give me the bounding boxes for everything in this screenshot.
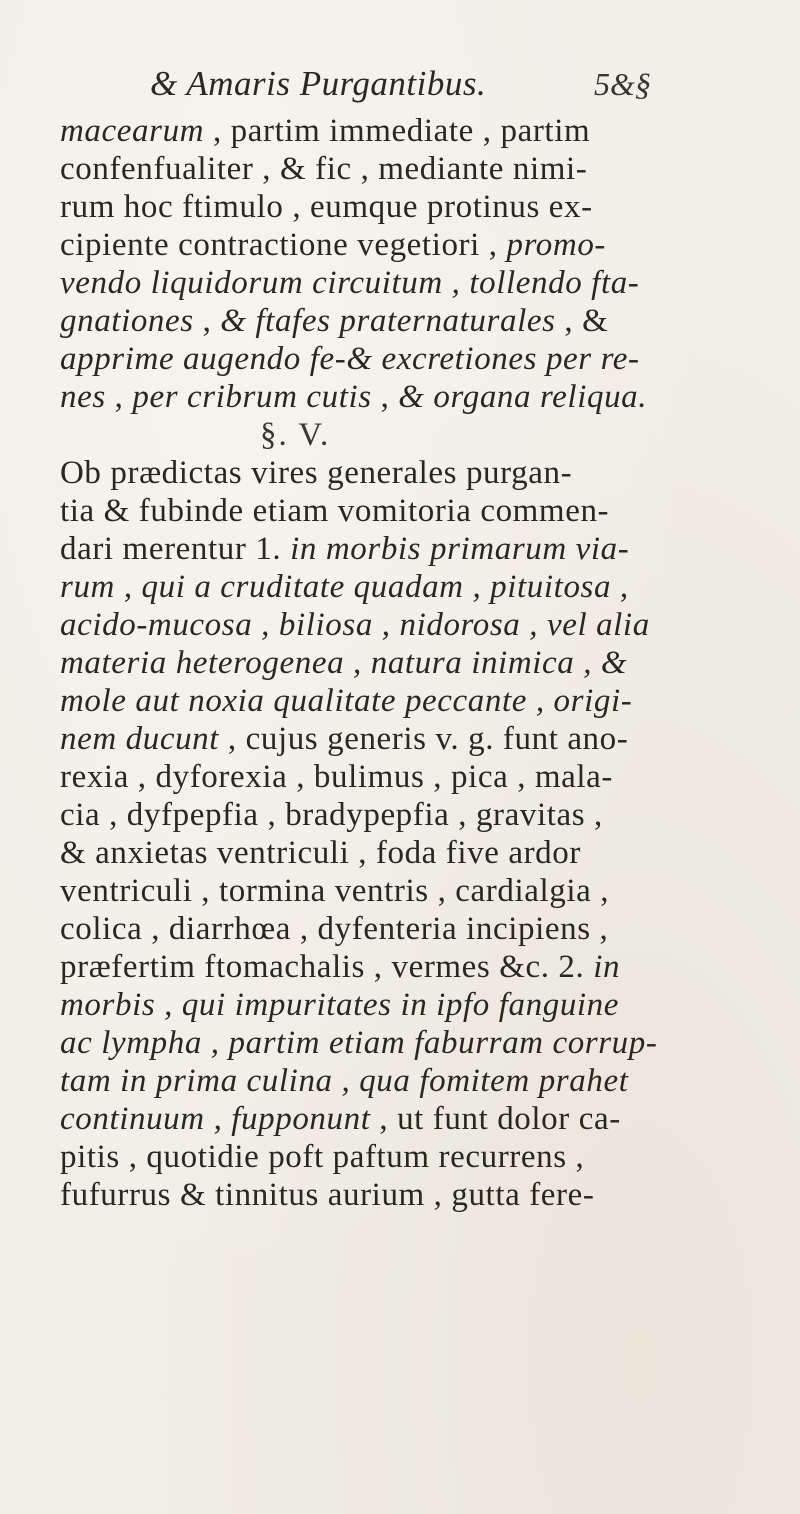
text-line [60,112,780,150]
text-line [60,1176,780,1214]
text-segment: cia , dyfpepfia , bradypepfia , gravitas , [60,797,603,833]
text-line [60,1062,780,1100]
text-line [60,796,780,834]
text-segment: ventriculi , tormina ventris , cardialgia , [60,873,610,909]
text-segment: materia heterogenea , natura inimica , & [60,645,628,681]
text-segment: gnationes [60,303,194,339]
text-line [60,948,780,986]
text-segment: & organa reliqua. [398,379,648,415]
text-segment: & anxietas ventriculi , foda five ardor [60,835,581,871]
text-line [60,910,780,948]
text-segment: , partim immediate , partim [204,113,591,149]
text-segment: pitis , quotidie poft paftum recurrens , [60,1139,585,1175]
text-segment: vendo liquidorum circuitum , tollendo fta- [60,265,640,301]
paragraph-continued [60,112,780,416]
text-segment: , [193,303,221,339]
text-line [60,568,780,606]
text-line [60,606,780,644]
text-segment: , ut funt dolor ca- [370,1101,621,1137]
text-line [60,188,780,226]
text-segment: dari merentur 1. [60,531,291,567]
text-segment: tam in prima culina , qua fomitem prahet [60,1063,629,1099]
text-line [60,758,780,796]
text-segment: , [371,379,399,415]
text-segment: macearum [60,113,205,149]
text-segment: fufurrus & tinnitus aurium , gutta fere- [60,1177,595,1213]
text-line [60,720,780,758]
text-segment: , & [555,303,609,339]
paragraph-section-v [60,454,780,1214]
running-head: & Amaris Purgantibus. [150,64,487,103]
text-line [60,530,780,568]
text-line [60,340,780,378]
text-segment: rum hoc ftimulo , eumque protinus ex- [60,189,593,225]
text-line [60,378,780,416]
text-line [60,302,780,340]
text-line [60,986,780,1024]
text-segment: & ftafes praternaturales [220,303,556,339]
page-number: 5&§ [594,66,651,102]
text-segment: nes [60,379,106,415]
text-line [60,492,780,530]
text-line [60,150,780,188]
text-line [60,872,780,910]
text-segment: in [593,949,621,985]
text-segment: rexia , dyforexia , bulimus , pica , mala- [60,759,614,795]
section-heading: §. V. [260,417,331,453]
text-line [60,454,780,492]
text-line [60,1024,780,1062]
text-line [60,226,780,264]
text-line [60,644,780,682]
text-segment: in morbis primarum via- [290,531,630,567]
text-segment: , [105,379,133,415]
text-segment: præfertim ftomachalis , vermes &c. 2. [60,949,594,985]
text-line [60,834,780,872]
text-line [60,264,780,302]
text-line [60,682,780,720]
text-segment: apprime augendo fe-& excretiones per re- [60,341,640,377]
text-segment: ac lympha , partim etiam faburram corrup- [60,1025,658,1061]
text-segment: confenfualiter , & fic , mediante nimi- [60,151,588,187]
text-segment: Ob prædictas vires generales purgan- [60,455,573,491]
text-segment: mole aut noxia qualitate peccante , origi- [60,683,633,719]
text-line [60,1138,780,1176]
text-line [60,1100,780,1138]
body-text [60,112,780,1214]
text-segment: nem ducunt [60,721,220,757]
text-segment: promo- [506,227,607,263]
text-segment: tia & fubinde etiam vomitoria commen- [60,493,610,529]
text-segment: , cujus generis v. g. funt ano- [219,721,629,757]
text-segment: per cribrum cutis [132,379,372,415]
text-segment: acido-mucosa , biliosa , nidorosa , vel alia [60,607,650,643]
text-segment: colica , diarrhœa , dyfenteria incipiens , [60,911,609,947]
text-segment: cipiente contractione vegetiori , [60,227,507,263]
text-segment: morbis , qui impuritates in ipfo fanguine [60,987,620,1023]
page-header [0,64,800,114]
text-segment: continuum , fupponunt [60,1101,371,1137]
text-segment: rum , qui a cruditate quadam , pituitosa , [60,569,629,605]
